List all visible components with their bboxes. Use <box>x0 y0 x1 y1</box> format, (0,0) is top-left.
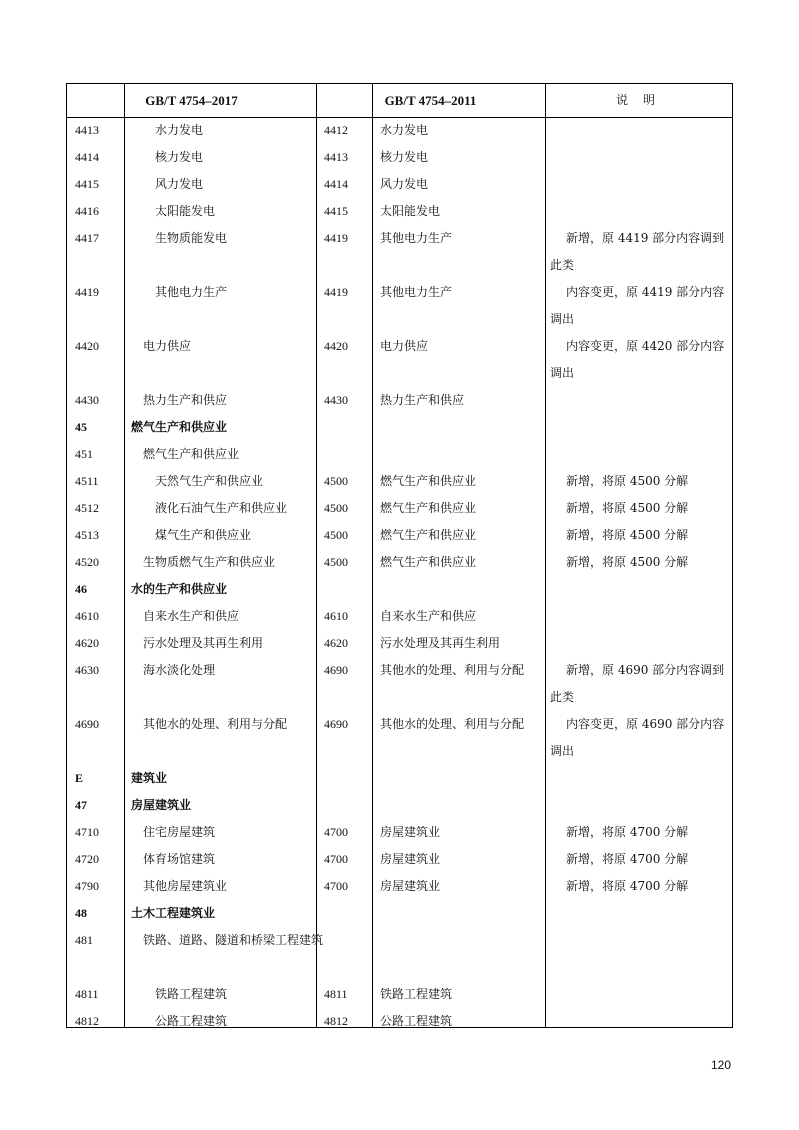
table-row <box>67 927 732 981</box>
name-2011: 燃气生产和供应业 <box>380 474 477 488</box>
table-row <box>67 549 732 576</box>
table-row <box>67 117 732 144</box>
name-2011: 风力发电 <box>380 177 429 191</box>
name-2017: 太阳能发电 <box>155 204 216 218</box>
change-note: 新增，将原 4500 分解 <box>566 528 689 542</box>
code-2011: 4419 <box>324 285 348 299</box>
name-2017: 燃气生产和供应业 <box>143 447 240 461</box>
table-row <box>67 468 732 495</box>
code-2011: 4700 <box>324 825 348 839</box>
change-note: 新增，原 4419 部分内容调到此类 <box>550 231 725 272</box>
name-2017: 建筑业 <box>131 771 168 785</box>
name-2017: 风力发电 <box>155 177 204 191</box>
code-2017: 451 <box>75 447 93 461</box>
table-row <box>67 387 732 414</box>
change-note: 新增，将原 4700 分解 <box>566 852 689 866</box>
name-2011: 公路工程建筑 <box>380 1014 453 1028</box>
table-row <box>67 819 732 846</box>
code-2011: 4610 <box>324 609 348 623</box>
name-2017: 铁路工程建筑 <box>155 987 228 1001</box>
table-row <box>67 441 732 468</box>
name-2017: 其他电力生产 <box>155 285 228 299</box>
table-row <box>67 576 732 603</box>
table-row <box>67 495 732 522</box>
table-row <box>67 900 732 927</box>
name-2011: 房屋建筑业 <box>380 879 441 893</box>
name-2017: 其他水的处理、利用与分配 <box>143 717 288 731</box>
name-2017: 体育场馆建筑 <box>143 852 216 866</box>
code-2017: 4413 <box>75 123 99 137</box>
name-2011: 核力发电 <box>380 150 429 164</box>
code-2011: 4500 <box>324 528 348 542</box>
name-2017: 其他房屋建筑业 <box>143 879 228 893</box>
code-2011: 4500 <box>324 501 348 515</box>
code-2017: 4417 <box>75 231 99 245</box>
code-2011: 4430 <box>324 393 348 407</box>
code-2017: 4513 <box>75 528 99 542</box>
code-2011: 4420 <box>324 339 348 353</box>
name-2011: 污水处理及其再生利用 <box>380 636 501 650</box>
code-2017: 4512 <box>75 501 99 515</box>
code-2011: 4419 <box>324 231 348 245</box>
table-row <box>67 522 732 549</box>
change-note: 新增，原 4690 部分内容调到此类 <box>550 663 725 704</box>
name-2017: 生物质燃气生产和供应业 <box>143 555 276 569</box>
change-note: 内容变更，原 4420 部分内容调出 <box>550 339 725 380</box>
table-row <box>67 792 732 819</box>
code-2017: 48 <box>75 906 87 920</box>
code-2017: 47 <box>75 798 87 812</box>
code-2017: 4610 <box>75 609 99 623</box>
code-2011: 4414 <box>324 177 348 191</box>
code-2017: 46 <box>75 582 87 596</box>
code-2011: 4812 <box>324 1014 348 1028</box>
code-2011: 4413 <box>324 150 348 164</box>
table-row <box>67 225 732 279</box>
name-2017: 海水淡化处理 <box>143 663 216 677</box>
change-note: 内容变更，原 4690 部分内容调出 <box>550 717 725 758</box>
table-row <box>67 1008 732 1035</box>
name-2011: 房屋建筑业 <box>380 825 441 839</box>
name-2017: 污水处理及其再生利用 <box>143 636 264 650</box>
name-2017: 生物质能发电 <box>155 231 228 245</box>
name-2011: 电力供应 <box>380 339 429 353</box>
code-2017: 4790 <box>75 879 99 893</box>
name-2011: 其他电力生产 <box>380 285 453 299</box>
code-2017: 4620 <box>75 636 99 650</box>
name-2011: 其他水的处理、利用与分配 <box>380 663 525 677</box>
change-note: 内容变更，原 4419 部分内容调出 <box>550 285 725 326</box>
table-row <box>67 711 732 765</box>
name-2011: 铁路工程建筑 <box>380 987 453 1001</box>
table-row <box>67 630 732 657</box>
name-2017: 燃气生产和供应业 <box>131 420 228 434</box>
header-gbt-2017: GB/T 4754–2017 <box>145 93 238 108</box>
name-2011: 燃气生产和供应业 <box>380 501 477 515</box>
table-row <box>67 279 732 333</box>
code-2017: 4511 <box>75 474 99 488</box>
code-2017: 481 <box>75 933 93 947</box>
page-number: 120 <box>710 1058 731 1072</box>
table-row <box>67 198 732 225</box>
name-2017: 水力发电 <box>155 123 204 137</box>
code-2011: 4500 <box>324 555 348 569</box>
name-2011: 自来水生产和供应 <box>380 609 477 623</box>
name-2017: 天然气生产和供应业 <box>155 474 264 488</box>
code-2011: 4811 <box>324 987 348 1001</box>
name-2017: 煤气生产和供应业 <box>155 528 252 542</box>
code-2017: 45 <box>75 420 87 434</box>
name-2011: 燃气生产和供应业 <box>380 528 477 542</box>
code-2011: 4690 <box>324 717 348 731</box>
name-2011: 其他电力生产 <box>380 231 453 245</box>
code-2017: 4812 <box>75 1014 99 1028</box>
name-2011: 其他水的处理、利用与分配 <box>380 717 525 731</box>
code-2017: 4520 <box>75 555 99 569</box>
table-row <box>67 765 732 792</box>
name-2017: 电力供应 <box>143 339 192 353</box>
name-2011: 房屋建筑业 <box>380 852 441 866</box>
name-2011: 太阳能发电 <box>380 204 441 218</box>
header-notes: 说 明 <box>615 93 661 107</box>
table-row <box>67 981 732 1008</box>
change-note: 新增，将原 4700 分解 <box>566 879 689 893</box>
code-2011: 4690 <box>324 663 348 677</box>
code-2017: 4690 <box>75 717 99 731</box>
name-2017: 液化石油气生产和供应业 <box>155 501 288 515</box>
table-body <box>67 117 732 1035</box>
table-row <box>67 144 732 171</box>
change-note: 新增，将原 4500 分解 <box>566 555 689 569</box>
name-2017: 房屋建筑业 <box>131 798 192 812</box>
code-2017: 4414 <box>75 150 99 164</box>
change-note: 新增，将原 4500 分解 <box>566 501 689 515</box>
name-2017: 核力发电 <box>155 150 204 164</box>
code-2017: 4420 <box>75 339 99 353</box>
change-note: 新增，将原 4700 分解 <box>566 825 689 839</box>
code-2011: 4412 <box>324 123 348 137</box>
header-gbt-2011: GB/T 4754–2011 <box>384 93 477 108</box>
code-2017: E <box>75 771 84 785</box>
code-2017: 4630 <box>75 663 99 677</box>
change-note: 新增，将原 4500 分解 <box>566 474 689 488</box>
table-row <box>67 603 732 630</box>
code-2017: 4415 <box>75 177 99 191</box>
code-2011: 4620 <box>324 636 348 650</box>
code-2017: 4811 <box>75 987 99 1001</box>
code-2017: 4720 <box>75 852 99 866</box>
code-2011: 4700 <box>324 852 348 866</box>
name-2011: 燃气生产和供应业 <box>380 555 477 569</box>
name-2011: 水力发电 <box>380 123 429 137</box>
code-2017: 4419 <box>75 285 99 299</box>
name-2017: 公路工程建筑 <box>155 1014 228 1028</box>
classification-table <box>66 83 733 1028</box>
code-2017: 4430 <box>75 393 99 407</box>
table-row <box>67 414 732 441</box>
name-2017: 铁路、道路、隧道和桥梁工程建筑 <box>143 933 324 947</box>
table-row <box>67 171 732 198</box>
name-2017: 热力生产和供应 <box>143 393 228 407</box>
table-row <box>67 333 732 387</box>
code-2011: 4500 <box>324 474 348 488</box>
code-2011: 4700 <box>324 879 348 893</box>
code-2017: 4416 <box>75 204 99 218</box>
name-2017: 住宅房屋建筑 <box>143 825 216 839</box>
name-2017: 土木工程建筑业 <box>131 906 216 920</box>
table-row <box>67 846 732 873</box>
code-2017: 4710 <box>75 825 99 839</box>
name-2011: 热力生产和供应 <box>380 393 465 407</box>
name-2017: 水的生产和供应业 <box>131 582 228 596</box>
code-2011: 4415 <box>324 204 348 218</box>
table-row <box>67 873 732 900</box>
name-2017: 自来水生产和供应 <box>143 609 240 623</box>
table-row <box>67 657 732 711</box>
